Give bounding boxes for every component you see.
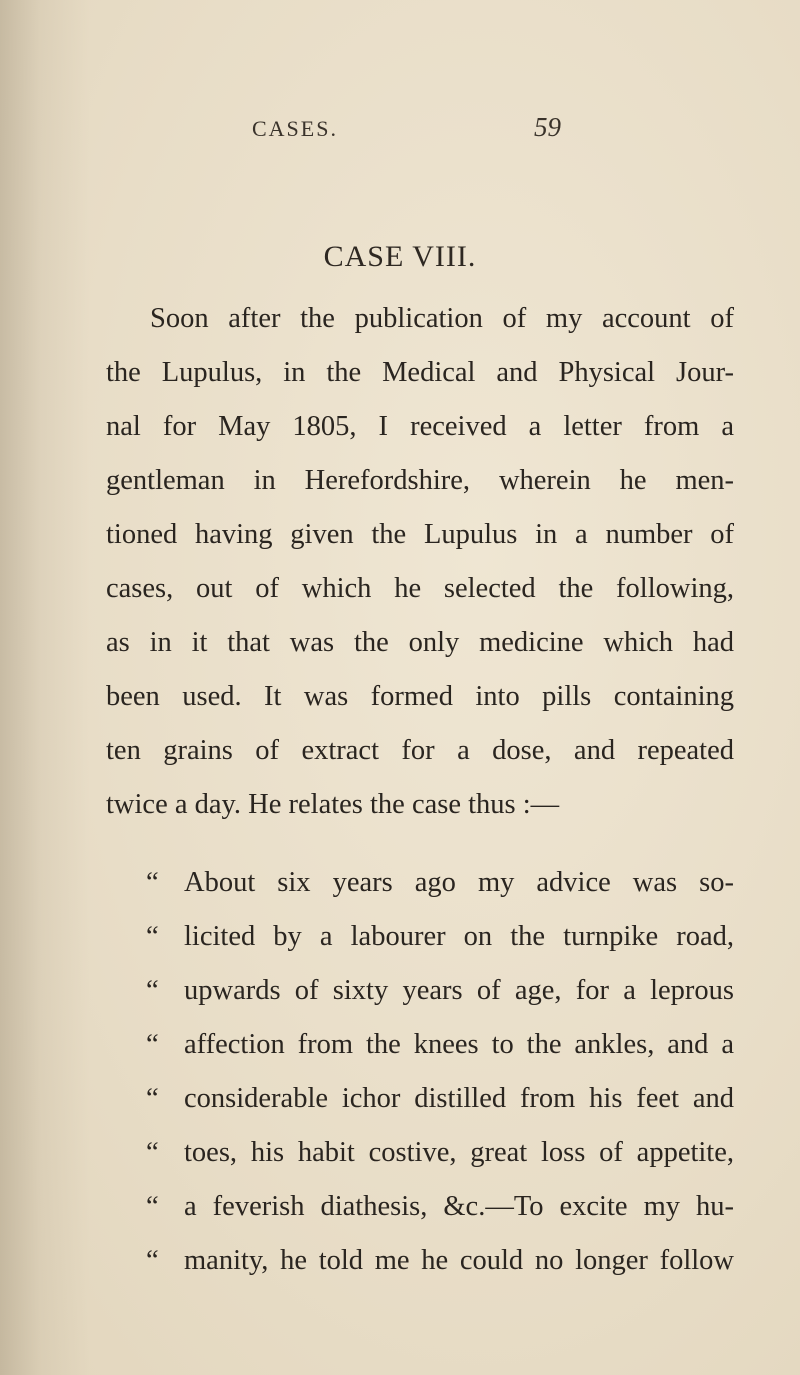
quoted-line-text: affection from the knees to the ankles, and a (184, 1029, 734, 1060)
quoted-line (106, 1018, 734, 1072)
quote-mark: “ (146, 1083, 159, 1114)
paragraph-1-line: as in it that was the only medicine which had (106, 627, 734, 658)
quoted-line (106, 1180, 734, 1234)
paragraph-1-line: been used. It was formed into pills containing (106, 681, 734, 712)
running-head: CASES. (252, 116, 338, 141)
quoted-line (106, 856, 734, 910)
page-header (0, 112, 800, 148)
quoted-line (106, 964, 734, 1018)
quote-mark: “ (146, 1029, 159, 1060)
paragraph-1-line: twice a day. He relates the case thus :— (106, 789, 560, 820)
paragraph-1-line: tioned having given the Lupulus in a number of (106, 519, 734, 550)
quoted-line-text: upwards of sixty years of age, for a leprous (184, 975, 734, 1006)
paragraph-1-line: the Lupulus, in the Medical and Physical Jour- (106, 357, 734, 388)
paragraph-1-line: Soon after the publication of my account of (150, 303, 734, 334)
body-text (106, 292, 734, 1288)
quote-mark: “ (146, 1245, 159, 1276)
quoted-line (106, 910, 734, 964)
paragraph-1-line: ten grains of extract for a dose, and repeated (106, 735, 734, 766)
quote-mark: “ (146, 867, 159, 898)
quote-mark: “ (146, 975, 159, 1006)
quoted-line-text: licited by a labourer on the turnpike road, (184, 921, 734, 952)
quoted-line (106, 1072, 734, 1126)
page-number: 59 (534, 112, 561, 142)
quoted-line-text: About six years ago my advice was so- (184, 867, 734, 898)
quote-mark: “ (146, 1137, 159, 1168)
quoted-line-text: toes, his habit costive, great loss of appetite, (184, 1137, 734, 1168)
paragraph-1-line: gentleman in Herefordshire, wherein he men- (106, 465, 734, 496)
quoted-line-text: considerable ichor distilled from his feet and (184, 1083, 734, 1114)
quoted-line (106, 1126, 734, 1180)
paragraph-gap (106, 832, 734, 856)
quote-mark: “ (146, 1191, 159, 1222)
case-heading: CASE VIII. (323, 240, 477, 273)
quoted-line-text: manity, he told me he could no longer follow (184, 1245, 734, 1276)
quoted-line (106, 1234, 734, 1288)
paragraph-1-line: nal for May 1805, I received a letter from a (106, 411, 734, 442)
quote-mark: “ (146, 921, 159, 952)
paragraph-1-line: cases, out of which he selected the following, (106, 573, 734, 604)
quoted-line-text: a feverish diathesis, &c.—To excite my hu- (184, 1191, 734, 1222)
